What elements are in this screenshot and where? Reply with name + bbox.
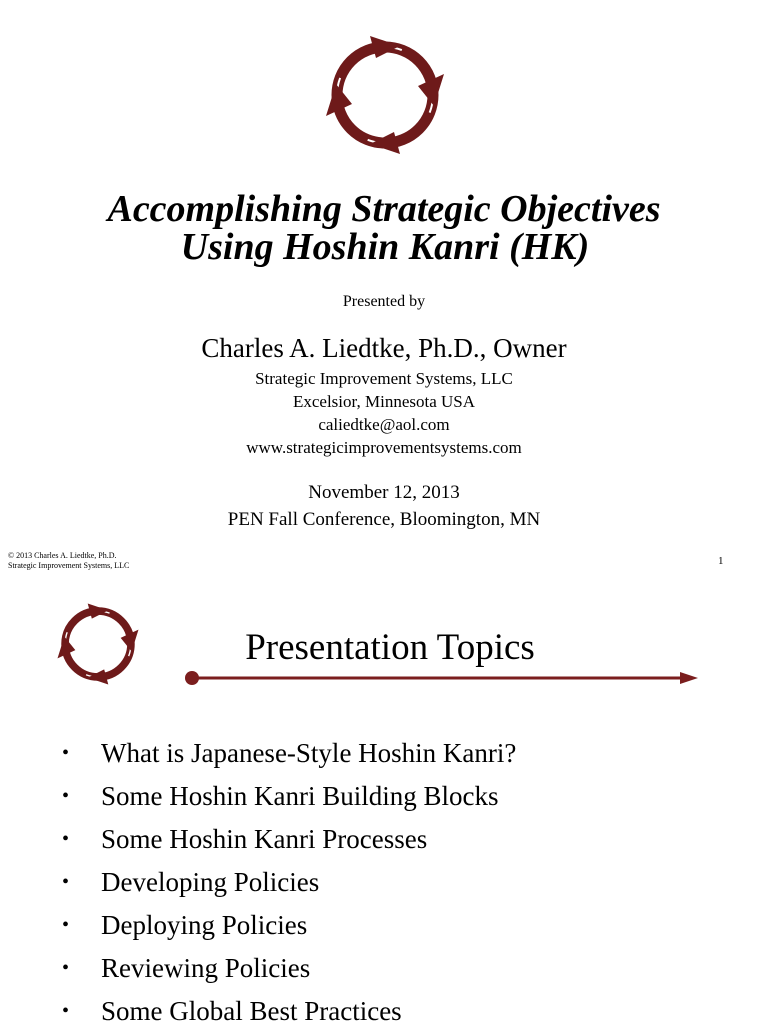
cycle-arrows-icon	[52, 598, 144, 690]
presenter-email: caliedtke@aol.com	[318, 415, 450, 434]
company-website: www.strategicimprovementsystems.com	[246, 438, 522, 457]
title-underline-arrow	[184, 668, 700, 688]
title-line-1: Accomplishing Strategic Objectives	[107, 188, 661, 230]
copyright-footer	[8, 551, 129, 571]
footer-line-1: © 2013 Charles A. Liedtke, Ph.D.	[8, 551, 117, 560]
list-item	[62, 990, 516, 1033]
bullet-icon: •	[62, 785, 70, 807]
topic-text: Some Global Best Practices	[101, 996, 402, 1026]
topic-text: Reviewing Policies	[101, 953, 311, 983]
bullet-icon: •	[62, 957, 70, 979]
bullet-icon: •	[62, 1000, 70, 1022]
company-location: Excelsior, Minnesota USA	[292, 392, 476, 411]
slide-title: Presentation Topics	[245, 627, 535, 668]
list-item	[62, 775, 516, 818]
cycle-arrows-icon	[318, 30, 452, 160]
footer-line-2: Strategic Improvement Systems, LLC	[8, 561, 130, 570]
title-line-2: Using Hoshin Kanri (HK)	[180, 226, 590, 268]
list-item	[62, 861, 516, 904]
presenter-contact	[0, 367, 768, 459]
bullet-icon: •	[62, 871, 70, 893]
topic-text: Some Hoshin Kanri Processes	[101, 824, 428, 854]
topics-list	[62, 732, 516, 1033]
topic-text: Some Hoshin Kanri Building Blocks	[101, 781, 499, 811]
topics-slide	[0, 580, 768, 1024]
topic-text: Developing Policies	[101, 867, 320, 897]
topic-text: Deploying Policies	[101, 910, 308, 940]
bullet-icon: •	[62, 914, 70, 936]
bullet-icon: •	[62, 828, 70, 850]
page-number: 1	[718, 555, 724, 567]
list-item	[62, 947, 516, 990]
list-item	[62, 904, 516, 947]
list-item	[62, 818, 516, 861]
presentation-date: November 12, 2013	[308, 482, 460, 503]
company-name: Strategic Improvement Systems, LLC	[255, 369, 513, 388]
bullet-icon: •	[62, 742, 70, 764]
topic-text: What is Japanese-Style Hoshin Kanri?	[101, 738, 517, 768]
conference-name: PEN Fall Conference, Bloomington, MN	[227, 509, 541, 530]
presenter-name: Charles A. Liedtke, Ph.D., Owner	[201, 333, 567, 363]
list-item	[62, 732, 516, 775]
presented-by-label: Presented by	[342, 293, 426, 310]
presentation-title	[0, 190, 768, 266]
